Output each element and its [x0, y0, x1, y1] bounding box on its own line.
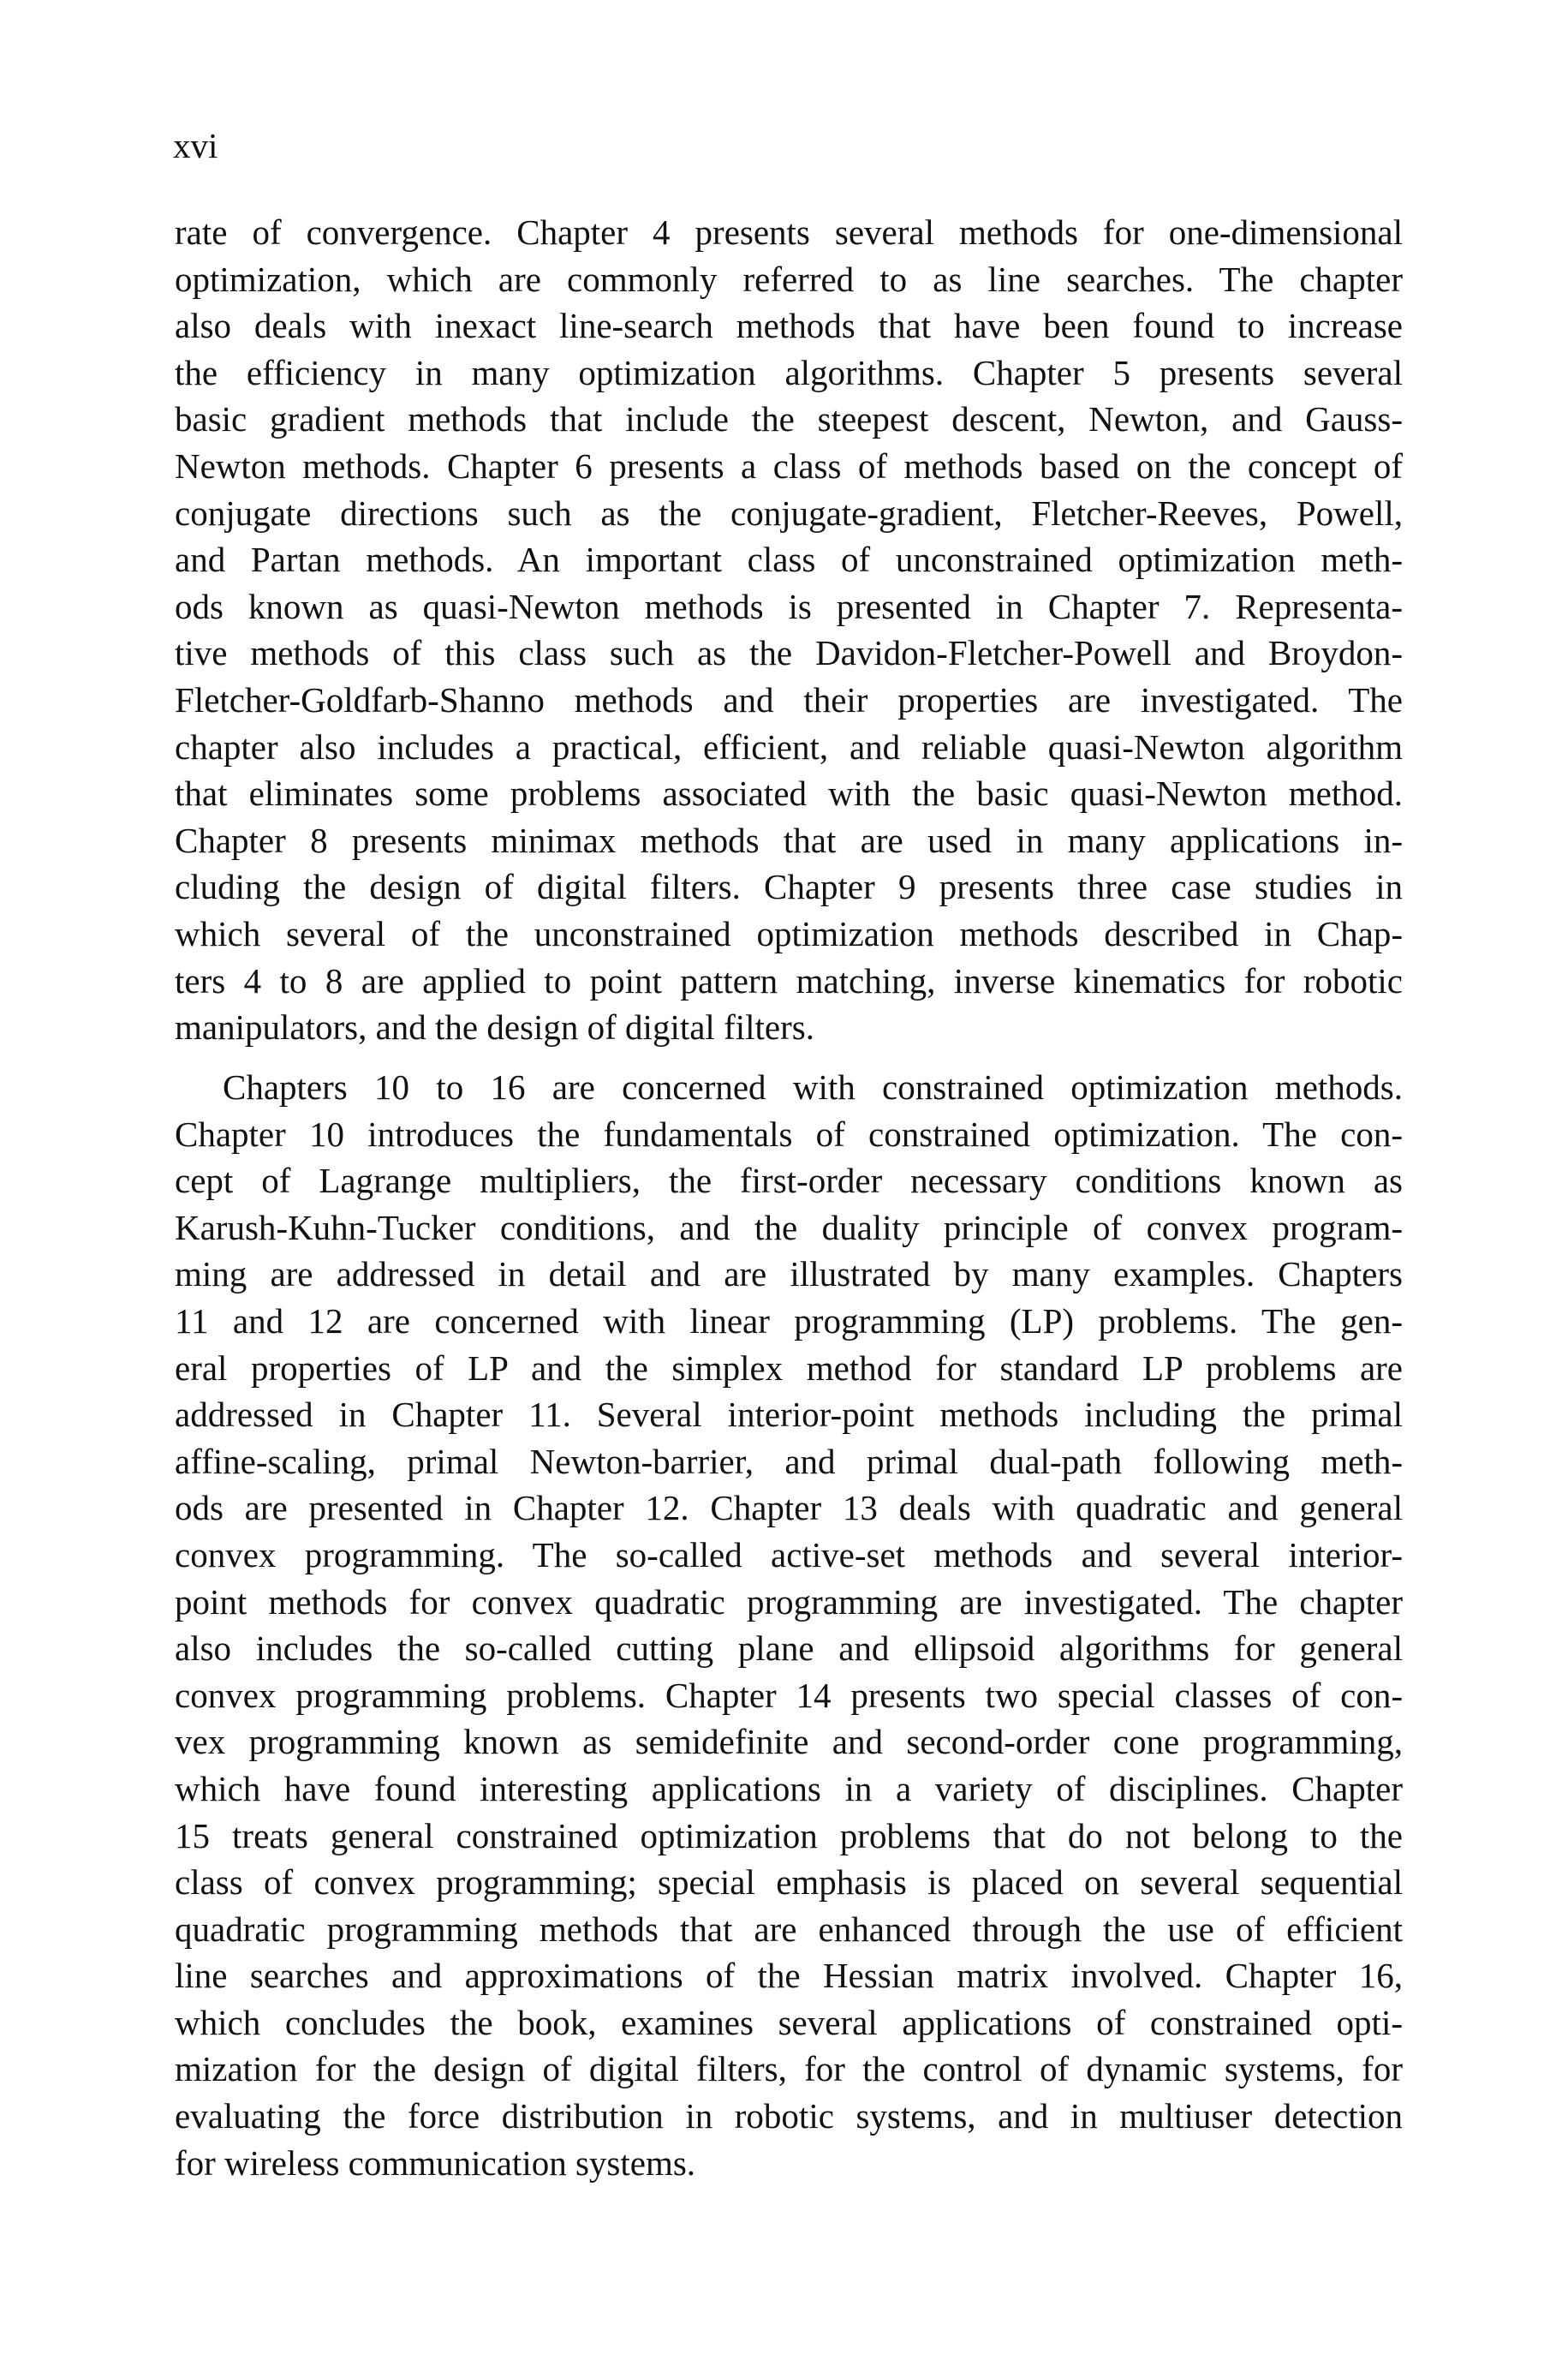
page-number: xvi	[173, 126, 218, 165]
text-line: convex programming problems. Chapter 14 presents two special classes of con-	[175, 1675, 1403, 1715]
text-line: cluding the design of digital filters. Chapter 9 presents three case studies in	[175, 867, 1403, 907]
text-line: Chapters 10 to 16 are concerned with constrained optimization methods.	[223, 1067, 1403, 1107]
text-line: Newton methods. Chapter 6 presents a class of methods based on the concept of	[175, 445, 1403, 486]
text-line: also deals with inexact line-search methods that have been found to increase	[175, 306, 1403, 346]
text-line: also includes the so-called cutting plane and ellipsoid algorithms for general	[175, 1628, 1403, 1669]
text-line: evaluating the force distribution in robotic systems, and in multiuser detection	[175, 2096, 1403, 2136]
text-line: Fletcher-Goldfarb-Shanno methods and their properties are investigated. The	[175, 679, 1403, 720]
text-line: line searches and approximations of the Hessian matrix involved. Chapter 16,	[175, 1956, 1403, 1996]
text-line: point methods for convex quadratic programming are investigated. The chapter	[175, 1581, 1403, 1622]
text-line: which several of the unconstrained optimization methods described in Chap-	[175, 913, 1403, 953]
text-line: chapter also includes a practical, efficient, and reliable quasi-Newton algorithm	[175, 726, 1403, 767]
text-line: addressed in Chapter 11. Several interior-point methods including the primal	[175, 1395, 1403, 1435]
text-line: vex programming known as semidefinite and second-order cone programming,	[175, 1722, 1403, 1762]
text-line: eral properties of LP and the simplex method for standard LP problems are	[175, 1347, 1403, 1388]
text-line: ming are addressed in detail and are illustrated by many examples. Chapters	[175, 1254, 1403, 1294]
text-line: basic gradient methods that include the steepest descent, Newton, and Gauss-	[175, 399, 1403, 439]
paragraph-2	[175, 1064, 1403, 2186]
text-line: which concludes the book, examines several applications of constrained opti-	[175, 2002, 1403, 2042]
paragraph-1	[175, 209, 1403, 1051]
text-line: that eliminates some problems associated with the basic quasi-Newton method.	[175, 774, 1403, 814]
text-line: Karush-Kuhn-Tucker conditions, and the duality principle of convex program-	[175, 1207, 1403, 1247]
text-line: ters 4 to 8 are applied to point pattern matching, inverse kinematics for robotic	[175, 960, 1403, 1001]
text-line: the efficiency in many optimization algorithms. Chapter 5 presents several	[175, 352, 1403, 392]
text-line: and Partan methods. An important class of unconstrained optimization meth-	[175, 540, 1403, 580]
text-line: 15 treats general constrained optimization problems that do not belong to the	[175, 1815, 1403, 1855]
text-line: manipulators, and the design of digital filters.	[175, 1007, 814, 1048]
text-line: for wireless communication systems.	[175, 2142, 696, 2183]
text-line: conjugate directions such as the conjugate-gradient, Fletcher-Reeves, Powell,	[175, 493, 1403, 533]
text-line: 11 and 12 are concerned with linear programming (LP) problems. The gen-	[175, 1300, 1403, 1341]
text-line: Chapter 10 introduces the fundamentals of constrained optimization. The con-	[175, 1114, 1403, 1154]
text-line: quadratic programming methods that are enhanced through the use of efficient	[175, 1909, 1403, 1949]
text-line: mization for the design of digital filters, for the control of dynamic systems, for	[175, 2049, 1403, 2089]
text-line: ods are presented in Chapter 12. Chapter 13 deals with quadratic and general	[175, 1488, 1403, 1528]
text-line: Chapter 8 presents minimax methods that are used in many applications in-	[175, 820, 1403, 860]
text-line: which have found interesting applications in a variety of disciplines. Chapter	[175, 1768, 1403, 1808]
text-line: class of convex programming; special emphasis is placed on several sequential	[175, 1862, 1403, 1903]
text-line: convex programming. The so-called active-set methods and several interior-	[175, 1534, 1403, 1574]
text-line: optimization, which are commonly referred to as line searches. The chapter	[175, 259, 1403, 299]
text-line: affine-scaling, primal Newton-barrier, and primal dual-path following meth-	[175, 1441, 1403, 1481]
text-line: cept of Lagrange multipliers, the first-order necessary conditions known as	[175, 1161, 1403, 1201]
text-line: ods known as quasi-Newton methods is presented in Chapter 7. Representa-	[175, 586, 1403, 626]
text-line: rate of convergence. Chapter 4 presents several methods for one-dimensional	[175, 212, 1403, 252]
text-line: tive methods of this class such as the Davidon-Fletcher-Powell and Broydon-	[175, 633, 1403, 673]
